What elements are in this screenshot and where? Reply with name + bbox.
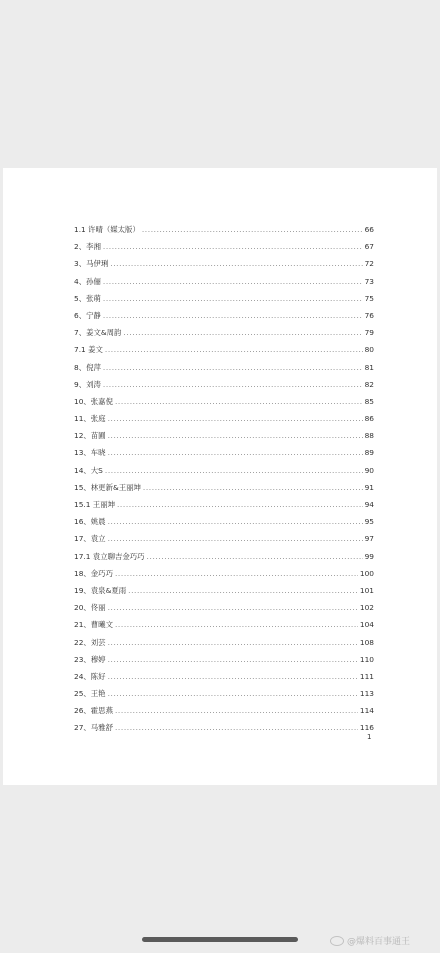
toc-entry-page: 95 bbox=[364, 517, 374, 527]
toc-entry-page: 67 bbox=[364, 242, 374, 252]
toc-leader-dots bbox=[108, 513, 363, 530]
toc-leader-dots bbox=[103, 359, 363, 376]
toc-entry[interactable] bbox=[74, 702, 374, 719]
toc-entry-title: 1.1 许晴（媒太版） bbox=[74, 225, 140, 234]
toc-entry[interactable] bbox=[74, 427, 374, 444]
watermark bbox=[330, 934, 410, 947]
toc-entry-page: 75 bbox=[364, 293, 374, 303]
toc-entry-title: 27、马雅舒 bbox=[74, 723, 113, 733]
toc-entry[interactable] bbox=[74, 393, 374, 410]
toc-entry[interactable] bbox=[74, 548, 374, 565]
toc-entry-title: 3、马伊琍 bbox=[74, 259, 109, 269]
toc-entry[interactable] bbox=[74, 324, 374, 341]
home-indicator[interactable] bbox=[142, 937, 298, 942]
toc-leader-dots bbox=[108, 410, 363, 427]
toc-entry-page: 114 bbox=[359, 706, 374, 716]
toc-entry-page: 89 bbox=[364, 448, 374, 458]
toc-entry-page: 72 bbox=[364, 259, 374, 269]
toc-entry-title: 23、穆婷 bbox=[74, 654, 106, 664]
toc-entry-page: 85 bbox=[364, 396, 374, 406]
toc-leader-dots bbox=[108, 668, 358, 685]
toc-entry-page: 81 bbox=[364, 362, 374, 372]
toc-entry-title: 12、苗圃 bbox=[74, 431, 106, 441]
toc-entry-title: 24、陈好 bbox=[74, 671, 106, 681]
toc-entry-title: 10、张嘉倪 bbox=[74, 396, 113, 406]
toc-entry[interactable] bbox=[74, 616, 374, 633]
watermark-text: @爆料百事通王 bbox=[347, 937, 411, 947]
toc-entry-title: 8、倪萍 bbox=[74, 362, 101, 372]
toc-entry-page: 76 bbox=[364, 310, 374, 320]
toc-leader-dots bbox=[108, 634, 358, 651]
toc-entry-title: 15、林更新&王丽坤 bbox=[74, 482, 141, 492]
toc-entry-page: 113 bbox=[359, 689, 374, 699]
toc-leader-dots bbox=[115, 719, 358, 736]
toc-entry-page: 86 bbox=[364, 414, 374, 424]
toc-entry[interactable] bbox=[74, 341, 374, 358]
toc-entry-title: 7.1 姜文 bbox=[74, 345, 103, 355]
toc-entry-title: 20、佟丽 bbox=[74, 603, 106, 613]
toc-entry-page: 82 bbox=[364, 379, 374, 389]
toc-entry[interactable] bbox=[74, 530, 374, 547]
toc-entry-page: 88 bbox=[364, 431, 374, 441]
toc-entry-page: 79 bbox=[364, 328, 374, 338]
toc-leader-dots bbox=[123, 324, 362, 341]
toc-leader-dots bbox=[115, 702, 358, 719]
toc-leader-dots bbox=[108, 599, 358, 616]
toc-entry[interactable] bbox=[74, 255, 374, 272]
toc-leader-dots bbox=[108, 427, 363, 444]
toc-leader-dots bbox=[105, 341, 363, 358]
toc-leader-dots bbox=[103, 290, 363, 307]
toc-entry[interactable] bbox=[74, 668, 374, 685]
toc-entry-page: 116 bbox=[359, 723, 374, 733]
toc-entry-title: 16、姚晨 bbox=[74, 517, 106, 527]
toc-leader-dots bbox=[117, 496, 363, 513]
toc-entry-title: 14、大S bbox=[74, 465, 103, 475]
toc-entry[interactable] bbox=[74, 462, 374, 479]
toc-entry[interactable] bbox=[74, 719, 374, 736]
toc-leader-dots bbox=[147, 548, 363, 565]
toc-entry[interactable] bbox=[74, 376, 374, 393]
toc-entry-page: 97 bbox=[364, 534, 374, 544]
toc-entry[interactable] bbox=[74, 513, 374, 530]
toc-entry-title: 22、刘芸 bbox=[74, 637, 106, 647]
toc-leader-dots bbox=[105, 462, 363, 479]
toc-entry[interactable] bbox=[74, 221, 374, 238]
toc-entry-page: 94 bbox=[364, 500, 374, 509]
toc-entry[interactable] bbox=[74, 479, 374, 496]
toc-entry-title: 17、袁立 bbox=[74, 534, 106, 544]
toc-entry-page: 104 bbox=[359, 620, 374, 630]
table-of-contents bbox=[74, 221, 374, 737]
toc-leader-dots bbox=[108, 651, 358, 668]
toc-leader-dots bbox=[103, 238, 363, 255]
toc-entry-page: 73 bbox=[364, 276, 374, 286]
toc-entry-page: 110 bbox=[359, 654, 374, 664]
toc-entry-page: 90 bbox=[364, 465, 374, 475]
page-number: 1 bbox=[367, 733, 372, 741]
toc-entry-page: 108 bbox=[359, 637, 374, 647]
toc-entry[interactable] bbox=[74, 565, 374, 582]
toc-entry[interactable] bbox=[74, 307, 374, 324]
toc-entry-title: 21、曹曦文 bbox=[74, 620, 113, 630]
toc-leader-dots bbox=[103, 307, 363, 324]
toc-entry[interactable] bbox=[74, 651, 374, 668]
toc-entry-page: 91 bbox=[364, 482, 374, 492]
toc-entry-title: 18、金巧巧 bbox=[74, 568, 113, 578]
toc-leader-dots bbox=[108, 444, 363, 461]
toc-entry-title: 5、张萌 bbox=[74, 293, 101, 303]
toc-entry-title: 25、王艳 bbox=[74, 689, 106, 699]
toc-entry-title: 15.1 王丽坤 bbox=[74, 500, 115, 509]
toc-entry-page: 80 bbox=[364, 345, 374, 355]
toc-leader-dots bbox=[115, 616, 358, 633]
toc-entry-page: 101 bbox=[359, 585, 374, 595]
toc-entry-title: 2、李湘 bbox=[74, 242, 101, 252]
toc-entry-page: 99 bbox=[364, 551, 374, 561]
toc-leader-dots bbox=[110, 255, 362, 272]
toc-entry-title: 17.1 袁立聊吉金巧巧 bbox=[74, 551, 145, 561]
toc-entry-title: 4、孙俪 bbox=[74, 276, 101, 286]
toc-entry[interactable] bbox=[74, 273, 374, 290]
toc-entry-page: 111 bbox=[359, 671, 374, 681]
toc-entry-title: 9、刘涛 bbox=[74, 379, 101, 389]
toc-leader-dots bbox=[128, 582, 358, 599]
toc-entry[interactable] bbox=[74, 444, 374, 461]
toc-leader-dots bbox=[115, 393, 363, 410]
toc-entry[interactable] bbox=[74, 238, 374, 255]
toc-leader-dots bbox=[142, 221, 363, 238]
toc-entry-page: 100 bbox=[359, 568, 374, 578]
toc-entry-title: 19、袁泉&夏雨 bbox=[74, 585, 127, 595]
toc-entry-title: 7、姜文&周韵 bbox=[74, 328, 122, 338]
toc-entry[interactable] bbox=[74, 359, 374, 376]
toc-leader-dots bbox=[115, 565, 358, 582]
toc-entry[interactable] bbox=[74, 290, 374, 307]
toc-entry-page: 66 bbox=[364, 225, 374, 234]
toc-entry[interactable] bbox=[74, 410, 374, 427]
toc-entry-title: 11、张庭 bbox=[74, 414, 106, 424]
toc-entry[interactable] bbox=[74, 496, 374, 513]
toc-leader-dots bbox=[108, 530, 363, 547]
toc-entry[interactable] bbox=[74, 582, 374, 599]
toc-entry[interactable] bbox=[74, 634, 374, 651]
toc-entry-title: 26、霍思燕 bbox=[74, 706, 113, 716]
toc-leader-dots bbox=[143, 479, 363, 496]
toc-entry-page: 102 bbox=[359, 603, 374, 613]
toc-entry[interactable] bbox=[74, 685, 374, 702]
toc-leader-dots bbox=[108, 685, 358, 702]
toc-leader-dots bbox=[103, 273, 363, 290]
toc-entry-title: 6、宁静 bbox=[74, 310, 101, 320]
toc-leader-dots bbox=[103, 376, 363, 393]
toc-entry-title: 13、车晓 bbox=[74, 448, 106, 458]
weibo-icon bbox=[330, 936, 344, 946]
toc-entry[interactable] bbox=[74, 599, 374, 616]
